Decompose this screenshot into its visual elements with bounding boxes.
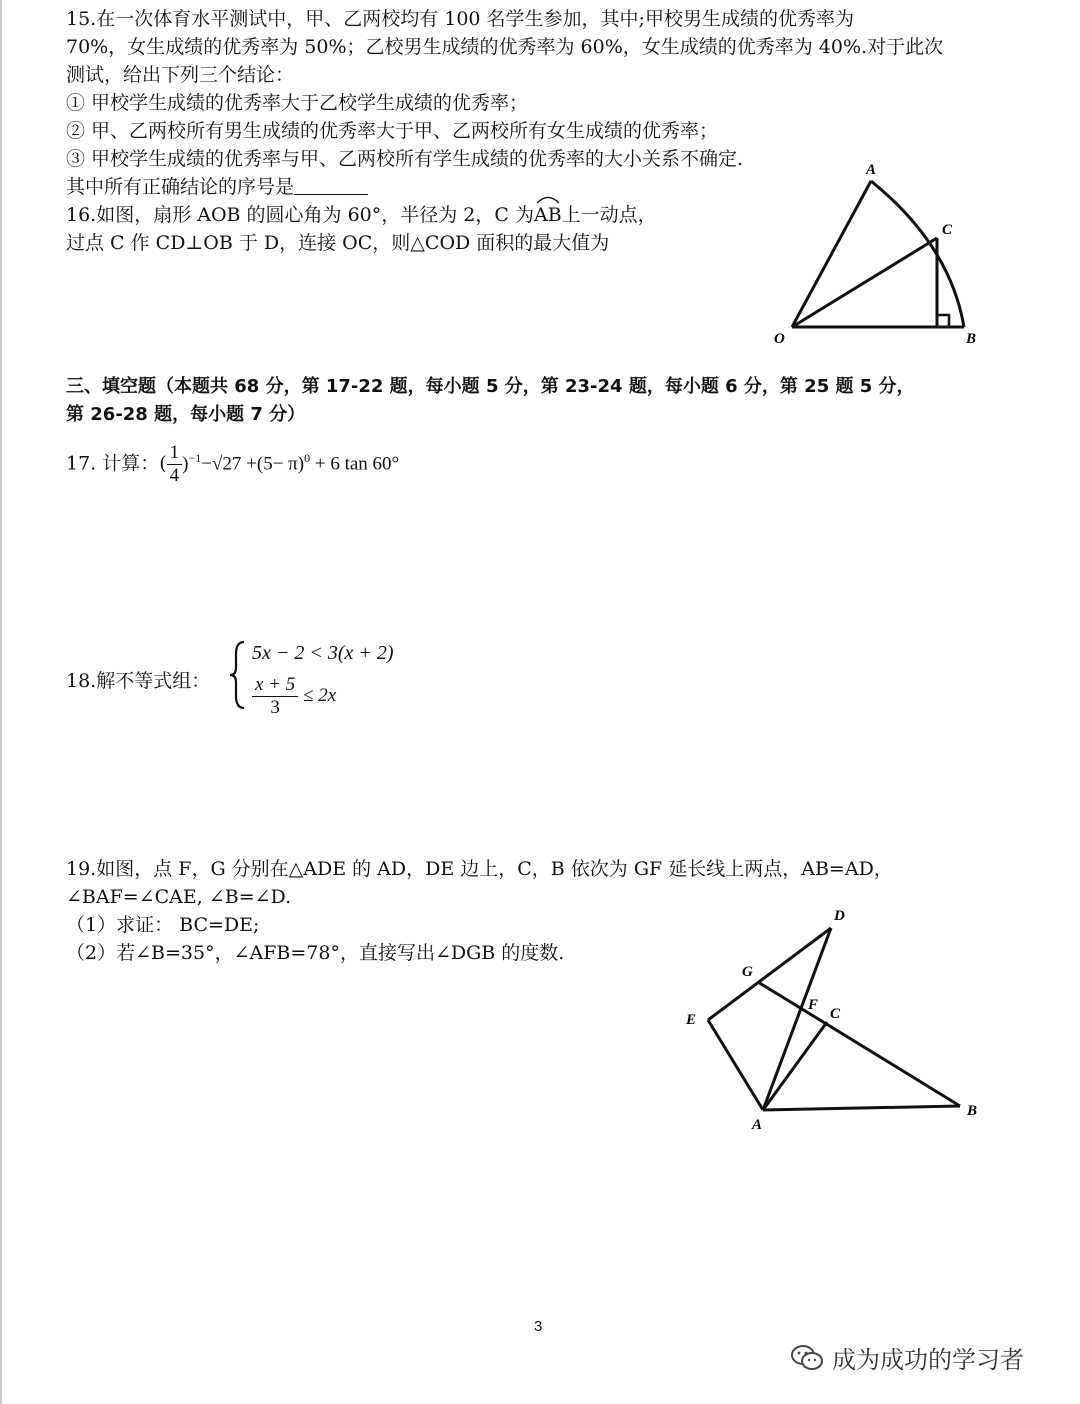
q19-line2: ∠BAF=∠CAE, ∠B=∠D. [66, 886, 292, 908]
q19-part-2: （2）若∠B=35°，∠AFB=78°，直接写出∠DGB 的度数. [66, 942, 565, 964]
q19-line1: 19.如图，点 F，G 分别在△ADE 的 AD，DE 边上，C，B 依次为 GF 延长线上两点，AB=AD， [66, 858, 893, 880]
q15-question [66, 174, 368, 200]
q15-line2: 70%，女生成绩的优秀率为 50%；乙校男生成绩的优秀率为 60%，女生成绩的优秀率为 40%.对于此次 [66, 36, 944, 58]
q15-conclusion-3: ③ 甲校学生成绩的优秀率与甲、乙两校所有学生成绩的优秀率的大小关系不确定. [66, 148, 744, 170]
q16-line1 [66, 202, 657, 228]
label-o: O [774, 331, 785, 347]
q15-line1: 15.在一次体育水平测试中，甲、乙两校均有 100 名学生参加，其中;甲校男生成绩的优秀率为 [66, 8, 854, 30]
label-b: B [967, 1103, 978, 1119]
q19-part-1: （1）求证： BC=DE; [66, 914, 260, 936]
arc-ab-text: AB [533, 204, 562, 226]
segment-ea [708, 1020, 763, 1110]
label-b: B [966, 331, 977, 347]
label-g: G [742, 964, 753, 980]
q18-frac-den: 3 [270, 697, 280, 718]
segment-oc [792, 238, 937, 327]
q17-frac-num: 1 [167, 442, 183, 465]
watermark [790, 1340, 1024, 1375]
segment-ac [763, 1022, 827, 1110]
q18-frac-num: x + 5 [252, 674, 298, 697]
q17-expr-b: −√27 +(5− π) [201, 453, 305, 475]
q17-exponent-a: −1 [188, 451, 202, 465]
wechat-icon [790, 1343, 824, 1373]
sector-figure [760, 150, 1000, 355]
q17-paren-close: ) [182, 453, 189, 475]
q16-line1-post: 上一动点， [561, 204, 657, 226]
q17-prefix: 17. 计算：( [66, 452, 167, 475]
left-brace [228, 640, 248, 710]
arc-ab-label [534, 202, 562, 228]
label-d: D [834, 908, 845, 924]
q17-frac-den: 4 [169, 464, 180, 486]
segment-oa [792, 181, 871, 327]
label-f: F [808, 997, 819, 1013]
q18-prefix: 18.解不等式组： [66, 670, 211, 692]
q15-line3: 测试，给出下列三个结论： [66, 64, 295, 86]
q18-inequality-2 [252, 674, 336, 719]
segment-ab [763, 1106, 960, 1110]
q16-line1-pre: 16.如图，扇形 AOB 的圆心角为 60°，半径为 2，C 为 [66, 204, 534, 226]
answer-blank [294, 176, 368, 195]
label-a: A [752, 1117, 763, 1133]
label-c: C [830, 1006, 841, 1022]
section-3-line1: 三、填空题（本题共 68 分，第 17-22 题，每小题 5 分，第 23-24 题，每小题 6 分，第 25 题 5 分， [66, 376, 915, 397]
q17-exponent-b: 0 [304, 451, 311, 465]
q15-conclusion-2: ② 甲、乙两校所有男生成绩的优秀率大于甲、乙两校所有女生成绩的优秀率； [66, 120, 719, 142]
q17-fraction [167, 442, 183, 487]
label-e: E [686, 1012, 697, 1028]
q15-question-text: 其中所有正确结论的序号是 [66, 176, 295, 198]
page-number: 3 [534, 1318, 543, 1335]
arc-ab [871, 181, 964, 327]
watermark-text: 成为成功的学习者 [832, 1346, 1024, 1374]
triangle-figure [670, 895, 990, 1140]
arc-mark [534, 194, 562, 204]
q18-fraction [252, 674, 298, 719]
q15-conclusion-1: ① 甲校学生成绩的优秀率大于乙校学生成绩的优秀率； [66, 92, 529, 114]
right-angle-mark [937, 315, 949, 327]
q17-expr-c: + 6 tan 60° [310, 453, 400, 475]
q18-inequality-1: 5x − 2 < 3(x + 2) [252, 642, 394, 664]
q16-line2: 过点 C 作 CD⊥OB 于 D，连接 OC，则△COD 面积的最大值为 [66, 232, 610, 254]
q18-ineq2-tail: ≤ 2x [303, 684, 337, 706]
page-edge [0, 0, 2, 1404]
question-17 [66, 436, 399, 487]
label-c: C [942, 222, 953, 238]
label-a: A [866, 162, 877, 178]
section-3-line2: 第 26-28 题，每小题 7 分） [66, 404, 306, 425]
